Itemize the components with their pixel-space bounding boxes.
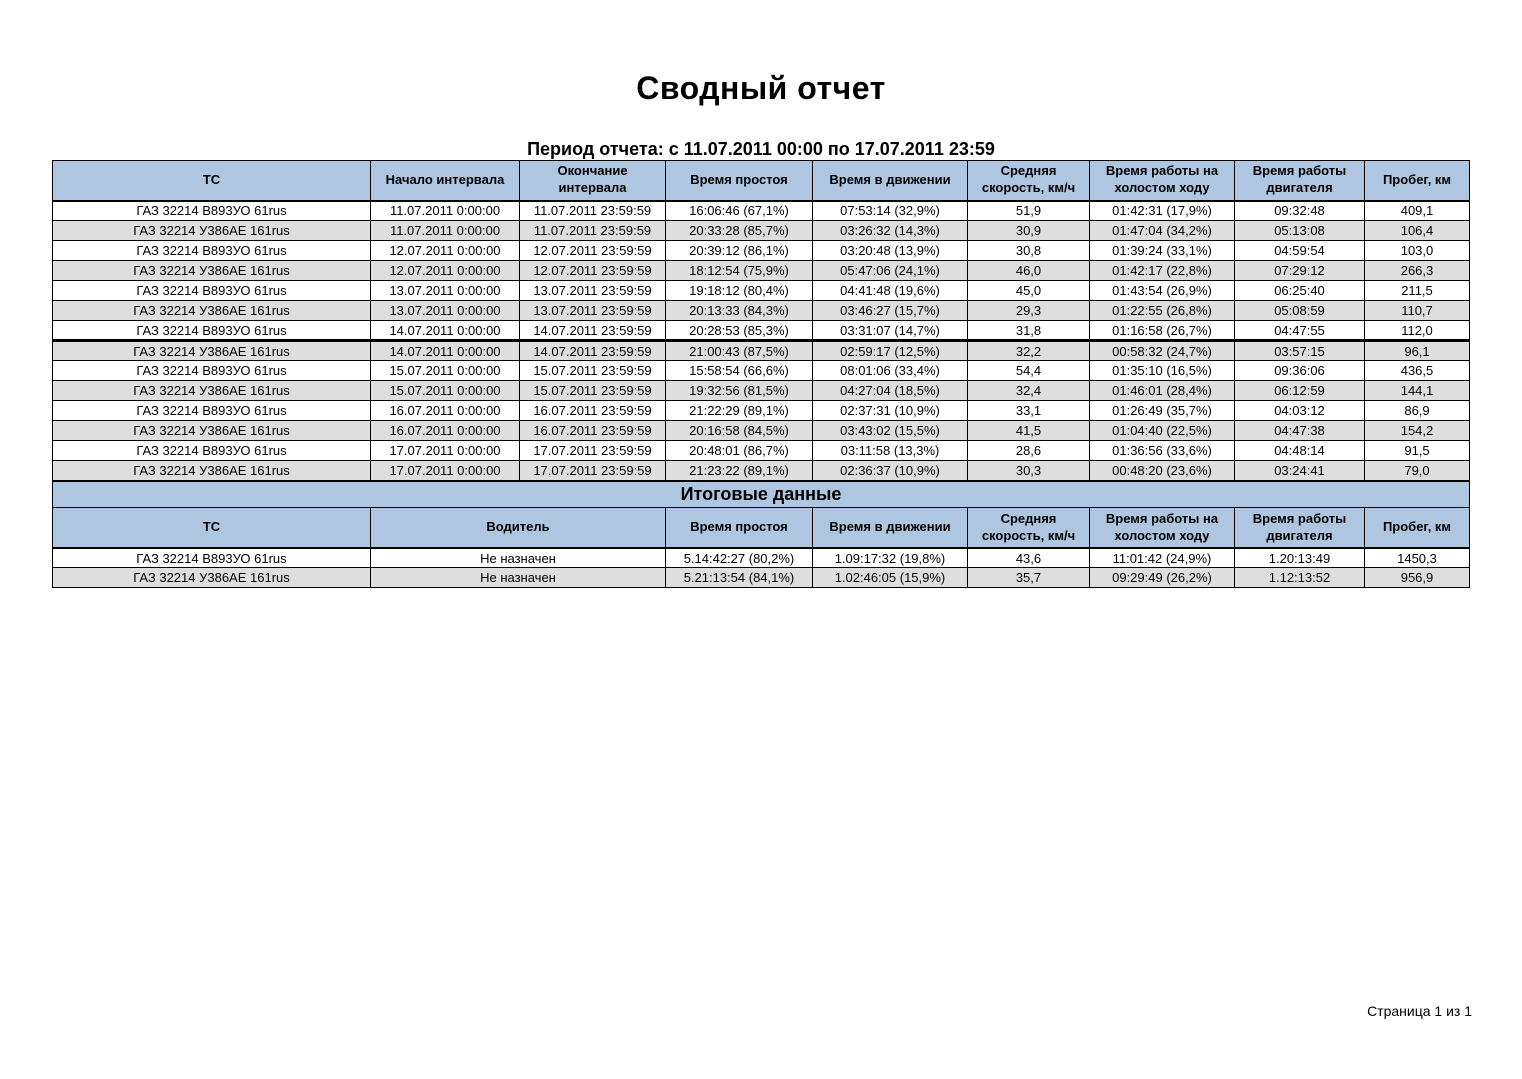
table-cell: 08:01:06 (33,4%)	[813, 361, 968, 381]
table-row	[53, 201, 1470, 221]
table-cell: 18:12:54 (75,9%)	[666, 261, 813, 281]
table-cell: 91,5	[1365, 441, 1470, 461]
table-row	[53, 361, 1470, 381]
table-cell: 41,5	[968, 421, 1090, 441]
table-cell: 01:47:04 (34,2%)	[1090, 221, 1235, 241]
table-cell: 20:33:28 (85,7%)	[666, 221, 813, 241]
table-cell: 20:28:53 (85,3%)	[666, 321, 813, 341]
column-header: Время в движении	[812, 508, 967, 548]
table-cell: 30,8	[968, 241, 1090, 261]
table-cell: ГАЗ 32214 У386АЕ 161rus	[53, 261, 371, 281]
column-header: Время работы двигателя	[1234, 508, 1364, 548]
summary-table	[52, 160, 1470, 481]
table-cell: 09:36:06	[1235, 361, 1365, 381]
table-cell: 01:39:24 (33,1%)	[1090, 241, 1235, 261]
table-cell: 112,0	[1365, 321, 1470, 341]
table-cell: 03:26:32 (14,3%)	[813, 221, 968, 241]
table-cell: 5.21:13:54 (84,1%)	[665, 568, 812, 588]
table-cell: 154,2	[1365, 421, 1470, 441]
table-cell: 11.07.2011 0:00:00	[371, 221, 520, 241]
table-cell: 09:29:49 (26,2%)	[1089, 568, 1234, 588]
table-row	[53, 401, 1470, 421]
table-cell: 31,8	[968, 321, 1090, 341]
table-cell: 05:47:06 (24,1%)	[813, 261, 968, 281]
table-cell: 04:41:48 (19,6%)	[813, 281, 968, 301]
table-cell: 45,0	[968, 281, 1090, 301]
table-cell: 20:13:33 (84,3%)	[666, 301, 813, 321]
table-cell: 11:01:42 (24,9%)	[1089, 548, 1234, 568]
table-cell: 28,6	[968, 441, 1090, 461]
table-cell: 04:47:38	[1235, 421, 1365, 441]
table-cell: 01:46:01 (28,4%)	[1090, 381, 1235, 401]
table-cell: ГАЗ 32214 У386АЕ 161rus	[52, 568, 370, 588]
table-cell: 211,5	[1365, 281, 1470, 301]
table-cell: 02:36:37 (10,9%)	[813, 461, 968, 481]
summary-table-body	[53, 201, 1470, 481]
table-cell: 17.07.2011 0:00:00	[371, 441, 520, 461]
table-cell: 01:35:10 (16,5%)	[1090, 361, 1235, 381]
table-cell: 15.07.2011 23:59:59	[520, 381, 666, 401]
table-cell: 03:46:27 (15,7%)	[813, 301, 968, 321]
table-cell: 33,1	[968, 401, 1090, 421]
column-header: Время простоя	[665, 508, 812, 548]
table-cell: 1.02:46:05 (15,9%)	[812, 568, 967, 588]
table-cell: 106,4	[1365, 221, 1470, 241]
table-row	[53, 321, 1470, 341]
totals-table-title: Итоговые данные	[52, 482, 1469, 508]
table-cell: 5.14:42:27 (80,2%)	[665, 548, 812, 568]
totals-table-body	[52, 548, 1469, 588]
table-cell: 20:48:01 (86,7%)	[666, 441, 813, 461]
table-cell: 16:06:46 (67,1%)	[666, 201, 813, 221]
column-header: Время работы на холостом ходу	[1090, 161, 1235, 201]
table-cell: 11.07.2011 0:00:00	[371, 201, 520, 221]
table-cell: 13.07.2011 0:00:00	[371, 281, 520, 301]
table-cell: 05:08:59	[1235, 301, 1365, 321]
table-cell: 17.07.2011 23:59:59	[520, 441, 666, 461]
table-cell: ГАЗ 32214 У386АЕ 161rus	[53, 461, 371, 481]
table-cell: 00:48:20 (23,6%)	[1090, 461, 1235, 481]
table-row	[53, 261, 1470, 281]
table-row	[53, 441, 1470, 461]
table-cell: ГАЗ 32214 В893УО 61rus	[53, 281, 371, 301]
table-row	[53, 281, 1470, 301]
table-cell: 35,7	[967, 568, 1089, 588]
table-cell: ГАЗ 32214 В893УО 61rus	[53, 361, 371, 381]
column-header: Водитель	[370, 508, 665, 548]
table-cell: 51,9	[968, 201, 1090, 221]
table-cell: 436,5	[1365, 361, 1470, 381]
table-cell: Не назначен	[370, 548, 665, 568]
table-cell: 04:27:04 (18,5%)	[813, 381, 968, 401]
table-cell: 12.07.2011 23:59:59	[520, 241, 666, 261]
table-cell: 03:43:02 (15,5%)	[813, 421, 968, 441]
column-header: Средняя скорость, км/ч	[967, 508, 1089, 548]
table-cell: 03:31:07 (14,7%)	[813, 321, 968, 341]
table-row	[52, 568, 1469, 588]
table-cell: 21:22:29 (89,1%)	[666, 401, 813, 421]
table-cell: 13.07.2011 23:59:59	[520, 301, 666, 321]
table-cell: 04:59:54	[1235, 241, 1365, 261]
table-cell: 15.07.2011 0:00:00	[371, 361, 520, 381]
table-cell: 19:18:12 (80,4%)	[666, 281, 813, 301]
table-cell: 956,9	[1364, 568, 1469, 588]
table-cell: 01:43:54 (26,9%)	[1090, 281, 1235, 301]
table-cell: 06:12:59	[1235, 381, 1365, 401]
table-cell: 13.07.2011 0:00:00	[371, 301, 520, 321]
table-cell: 30,9	[968, 221, 1090, 241]
table-cell: 29,3	[968, 301, 1090, 321]
table-cell: 01:36:56 (33,6%)	[1090, 441, 1235, 461]
table-cell: 1.12:13:52	[1234, 568, 1364, 588]
table-cell: 17.07.2011 0:00:00	[371, 461, 520, 481]
totals-table-title-row	[52, 482, 1469, 508]
table-cell: 266,3	[1365, 261, 1470, 281]
table-cell: 20:16:58 (84,5%)	[666, 421, 813, 441]
table-cell: ГАЗ 32214 У386АЕ 161rus	[53, 221, 371, 241]
table-cell: 14.07.2011 23:59:59	[520, 321, 666, 341]
table-row	[53, 221, 1470, 241]
table-cell: 01:04:40 (22,5%)	[1090, 421, 1235, 441]
table-cell: ГАЗ 32214 В893УО 61rus	[53, 241, 371, 261]
table-cell: 03:20:48 (13,9%)	[813, 241, 968, 261]
table-cell: 96,1	[1365, 341, 1470, 361]
table-row	[53, 241, 1470, 261]
table-row	[53, 461, 1470, 481]
table-cell: 1.20:13:49	[1234, 548, 1364, 568]
table-cell: 03:11:58 (13,3%)	[813, 441, 968, 461]
table-cell: 05:13:08	[1235, 221, 1365, 241]
table-cell: 30,3	[968, 461, 1090, 481]
table-cell: ГАЗ 32214 У386АЕ 161rus	[53, 341, 371, 361]
table-cell: 06:25:40	[1235, 281, 1365, 301]
column-header: Окончание интервала	[520, 161, 666, 201]
table-cell: 09:32:48	[1235, 201, 1365, 221]
totals-table	[52, 481, 1470, 588]
table-row	[53, 421, 1470, 441]
table-cell: ГАЗ 32214 У386АЕ 161rus	[53, 381, 371, 401]
table-cell: ГАЗ 32214 У386АЕ 161rus	[53, 421, 371, 441]
summary-table-header-row	[53, 161, 1470, 201]
table-cell: 17.07.2011 23:59:59	[520, 461, 666, 481]
column-header: Пробег, км	[1364, 508, 1469, 548]
column-header: Начало интервала	[371, 161, 520, 201]
table-cell: 16.07.2011 23:59:59	[520, 421, 666, 441]
table-cell: 54,4	[968, 361, 1090, 381]
table-cell: 01:42:31 (17,9%)	[1090, 201, 1235, 221]
table-cell: 103,0	[1365, 241, 1470, 261]
table-row	[53, 381, 1470, 401]
table-cell: 01:16:58 (26,7%)	[1090, 321, 1235, 341]
table-cell: 32,2	[968, 341, 1090, 361]
table-cell: 02:59:17 (12,5%)	[813, 341, 968, 361]
table-cell: 01:26:49 (35,7%)	[1090, 401, 1235, 421]
table-cell: 04:03:12	[1235, 401, 1365, 421]
table-cell: 13.07.2011 23:59:59	[520, 281, 666, 301]
table-cell: 12.07.2011 23:59:59	[520, 261, 666, 281]
totals-table-header-row	[52, 508, 1469, 548]
table-cell: 03:24:41	[1235, 461, 1365, 481]
table-cell: 12.07.2011 0:00:00	[371, 261, 520, 281]
table-cell: 04:47:55	[1235, 321, 1365, 341]
table-cell: 1.09:17:32 (19,8%)	[812, 548, 967, 568]
table-cell: 86,9	[1365, 401, 1470, 421]
table-cell: 14.07.2011 0:00:00	[371, 321, 520, 341]
table-cell: 15.07.2011 0:00:00	[371, 381, 520, 401]
table-cell: 46,0	[968, 261, 1090, 281]
table-cell: 14.07.2011 0:00:00	[371, 341, 520, 361]
table-cell: 04:48:14	[1235, 441, 1365, 461]
table-cell: 00:58:32 (24,7%)	[1090, 341, 1235, 361]
table-cell: 16.07.2011 23:59:59	[520, 401, 666, 421]
table-cell: 43,6	[967, 548, 1089, 568]
table-cell: 19:32:56 (81,5%)	[666, 381, 813, 401]
column-header: ТС	[53, 161, 371, 201]
table-cell: 16.07.2011 0:00:00	[371, 401, 520, 421]
table-cell: 32,4	[968, 381, 1090, 401]
column-header: Время простоя	[666, 161, 813, 201]
table-row	[52, 548, 1469, 568]
table-cell: 21:00:43 (87,5%)	[666, 341, 813, 361]
table-cell: 20:39:12 (86,1%)	[666, 241, 813, 261]
table-cell: 15:58:54 (66,6%)	[666, 361, 813, 381]
table-cell: 14.07.2011 23:59:59	[520, 341, 666, 361]
table-cell: Не назначен	[370, 568, 665, 588]
table-cell: 07:53:14 (32,9%)	[813, 201, 968, 221]
column-header: Время работы двигателя	[1235, 161, 1365, 201]
table-cell: 12.07.2011 0:00:00	[371, 241, 520, 261]
table-cell: 07:29:12	[1235, 261, 1365, 281]
column-header: Средняя скорость, км/ч	[968, 161, 1090, 201]
table-cell: 144,1	[1365, 381, 1470, 401]
table-cell: ГАЗ 32214 В893УО 61rus	[53, 321, 371, 341]
table-cell: ГАЗ 32214 В893УО 61rus	[53, 441, 371, 461]
report-period: Период отчета: с 11.07.2011 00:00 по 17.07.2011 23:59	[527, 139, 995, 159]
table-cell: 11.07.2011 23:59:59	[520, 201, 666, 221]
page-number: Страница 1 из 1	[1367, 1003, 1472, 1019]
table-cell: 01:42:17 (22,8%)	[1090, 261, 1235, 281]
table-cell: 409,1	[1365, 201, 1470, 221]
table-cell: 79,0	[1365, 461, 1470, 481]
table-cell: ГАЗ 32214 У386АЕ 161rus	[53, 301, 371, 321]
table-cell: 02:37:31 (10,9%)	[813, 401, 968, 421]
table-cell: 110,7	[1365, 301, 1470, 321]
column-header: ТС	[52, 508, 370, 548]
table-cell: 03:57:15	[1235, 341, 1365, 361]
table-cell: ГАЗ 32214 В893УО 61rus	[53, 401, 371, 421]
column-header: Время в движении	[813, 161, 968, 201]
column-header: Пробег, км	[1365, 161, 1470, 201]
table-cell: 15.07.2011 23:59:59	[520, 361, 666, 381]
table-row	[53, 341, 1470, 361]
table-cell: 21:23:22 (89,1%)	[666, 461, 813, 481]
table-cell: 01:22:55 (26,8%)	[1090, 301, 1235, 321]
column-header: Время работы на холостом ходу	[1089, 508, 1234, 548]
table-cell: 11.07.2011 23:59:59	[520, 221, 666, 241]
table-row	[53, 301, 1470, 321]
table-cell: ГАЗ 32214 В893УО 61rus	[52, 548, 370, 568]
table-cell: 16.07.2011 0:00:00	[371, 421, 520, 441]
table-cell: 1450,3	[1364, 548, 1469, 568]
page-title: Сводный отчет	[636, 70, 886, 106]
table-cell: ГАЗ 32214 В893УО 61rus	[53, 201, 371, 221]
